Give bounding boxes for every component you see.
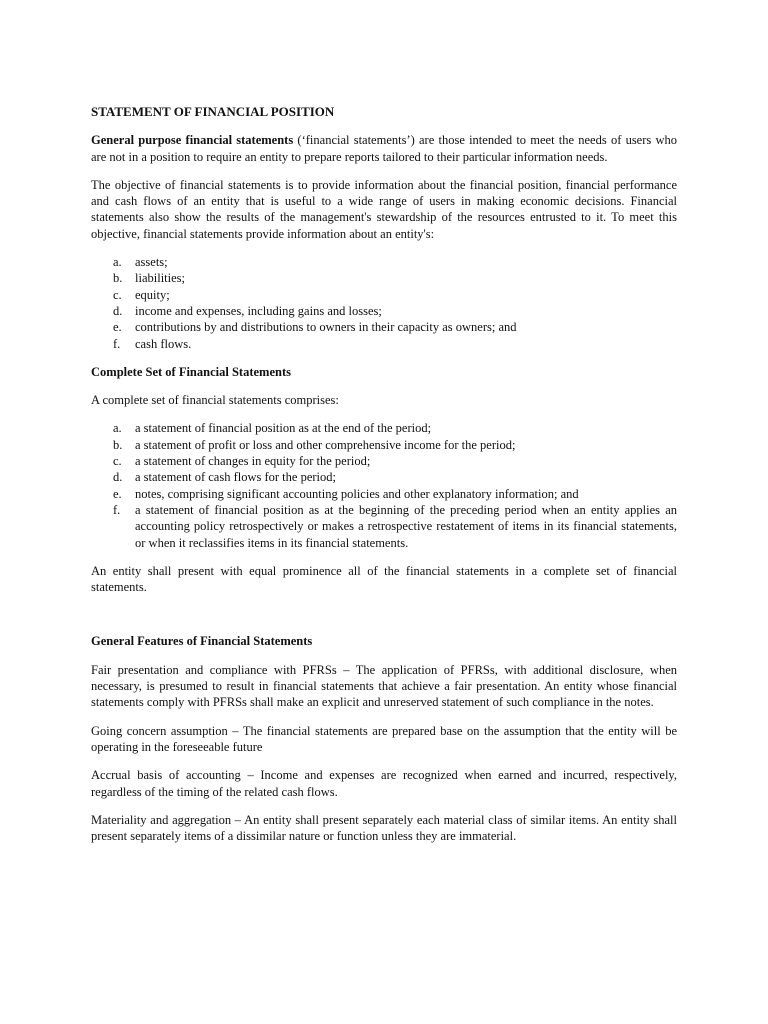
- list-item-text: a statement of profit or loss and other comprehensive income for the period;: [135, 437, 516, 452]
- going-concern-paragraph: Going concern assumption – The financial statements are prepared base on the assumption that the entity will be operating in the foreseeable future: [91, 723, 677, 754]
- list-item-text: assets;: [135, 255, 168, 270]
- list-item-text: a statement of financial position as at the beginning of the preceding period when an entity applies an accounting policy retrospectively or makes a retrospective restatement of items in its financial statements, or when it reclassifies items in its financial statements.: [135, 502, 677, 550]
- list-marker: f.: [113, 336, 121, 351]
- list-item-text: cash flows.: [135, 336, 192, 351]
- list-marker: d.: [113, 470, 123, 485]
- general-features-heading: General Features of Financial Statements: [91, 634, 313, 649]
- list-item-text: income and expenses, including gains and losses;: [135, 303, 382, 318]
- list-item: [91, 254, 677, 270]
- intro-paragraph: [91, 132, 677, 165]
- list-item: [91, 319, 677, 335]
- list-item: [91, 486, 677, 502]
- list-item: [91, 502, 677, 551]
- list-marker: c.: [113, 287, 122, 302]
- complete-set-intro: A complete set of financial statements comprises:: [91, 393, 339, 408]
- list-marker: b.: [113, 271, 123, 286]
- document-title: STATEMENT OF FINANCIAL POSITION: [91, 104, 335, 119]
- list-item-text: a statement of cash flows for the period;: [135, 470, 336, 485]
- list-item-text: liabilities;: [135, 271, 185, 286]
- list-marker: e.: [113, 486, 122, 501]
- list-item-text: a statement of changes in equity for the period;: [135, 454, 371, 469]
- list-marker: a.: [113, 421, 122, 436]
- list-item: [91, 453, 677, 469]
- list-item: [91, 437, 677, 453]
- list-item: [91, 270, 677, 286]
- list-item: [91, 420, 677, 436]
- list-item-text: contributions by and distributions to owners in their capacity as owners; and: [135, 320, 517, 335]
- objective-list: [91, 254, 677, 352]
- materiality-paragraph: Materiality and aggregation – An entity shall present separately each material class of similar items. An entity shall present separately items of a dissimilar nature or function unless they are immaterial.: [91, 812, 677, 844]
- list-marker: b.: [113, 437, 123, 452]
- list-marker: a.: [113, 255, 122, 270]
- fair-presentation-paragraph: Fair presentation and compliance with PFRSs – The application of PFRSs, with additional disclosure, when necessary, is presumed to result in financial statements that achieve a fair presentation. An entity whose financial statements comply with PFRSs shall make an explicit and unreserved statement of such compliance in the notes.: [91, 662, 677, 710]
- list-item: [91, 303, 677, 319]
- accrual-basis-paragraph: Accrual basis of accounting – Income and expenses are recognized when earned and incurred, respectively, regardless of the timing of the related cash flows.: [91, 768, 677, 799]
- list-marker: c.: [113, 454, 122, 469]
- intro-bold-lead: General purpose financial statements: [91, 133, 294, 148]
- list-item: [91, 336, 677, 352]
- section-spacer: [91, 607, 677, 633]
- list-item-text: a statement of financial position as at the end of the period;: [135, 421, 432, 436]
- complete-set-heading: Complete Set of Financial Statements: [91, 364, 291, 379]
- list-marker: d.: [113, 303, 123, 318]
- complete-set-list: [91, 420, 677, 550]
- complete-set-closing: An entity shall present with equal prominence all of the financial statements in a complete set of financial statements.: [91, 563, 677, 595]
- intro-rest: (‘financial statements’) are those intended to meet the needs of users who are not in a position to require an entity to prepare reports tailored to their particular information needs.: [91, 133, 677, 164]
- list-item-text: notes, comprising significant accounting policies and other explanatory information; and: [135, 486, 579, 501]
- objective-paragraph: The objective of financial statements is to provide information about the financial position, financial performance and cash flows of an entity that is useful to a wide range of users in making economic decisions. Financial statements also show the results of the management's stewardship of the resources entrusted to it. To meet this objective, financial statements provide information about an entity's:: [91, 177, 677, 241]
- list-item-text: equity;: [135, 287, 170, 302]
- list-marker: e.: [113, 320, 122, 335]
- list-marker: f.: [113, 502, 121, 517]
- list-item: [91, 469, 677, 485]
- list-item: [91, 287, 677, 303]
